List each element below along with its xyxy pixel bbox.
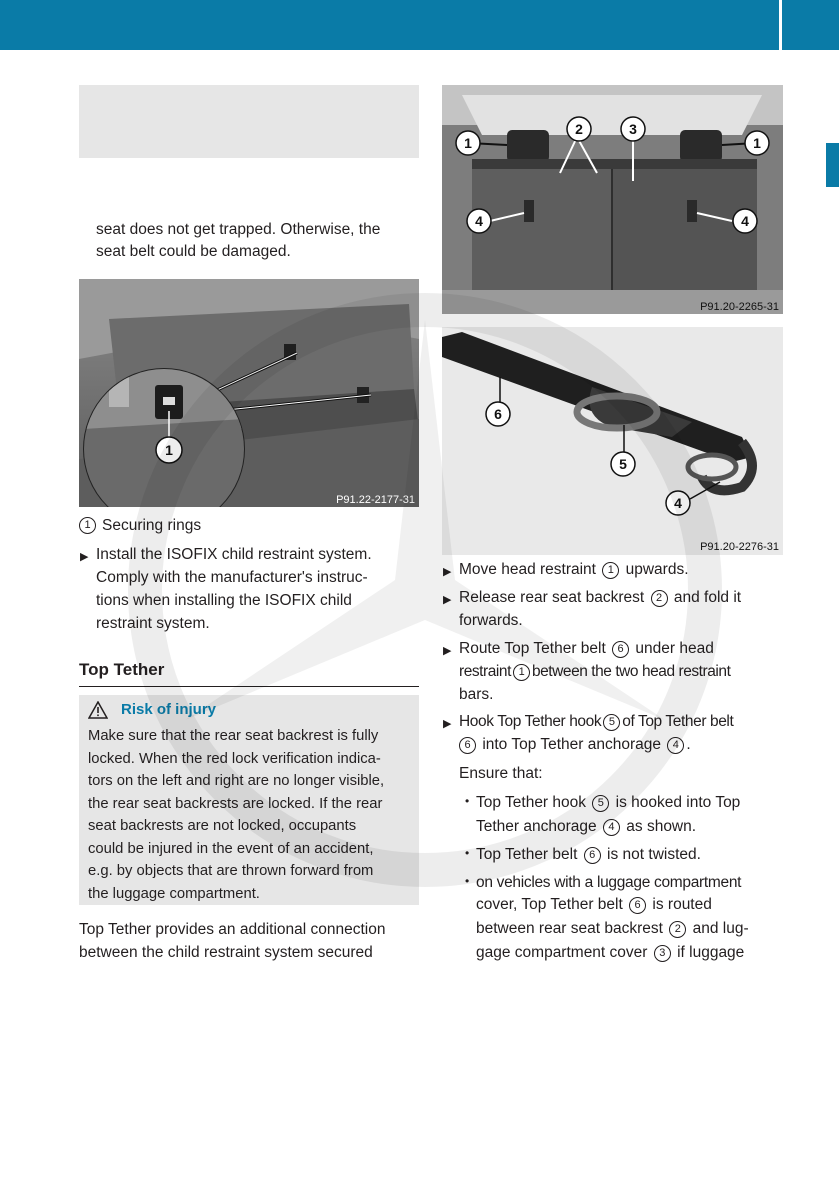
step-text: Route Top Tether belt	[459, 640, 606, 657]
warning-title: Risk of injury	[121, 701, 217, 718]
step-arrow-icon: ▶	[80, 551, 89, 563]
step-text: Release rear seat backrest	[459, 589, 645, 606]
step-isofix-line-3: tions when installing the ISOFIX child	[96, 592, 352, 609]
check-belt-twisted	[476, 843, 701, 867]
check-text: gage compartment cover	[476, 944, 648, 961]
check-text: between rear seat backrest	[476, 920, 663, 937]
step-text: Move head restraint	[459, 561, 596, 578]
check-luggage-cover-line-2	[476, 893, 712, 917]
callout-1: 1	[165, 442, 173, 458]
bullet-dot-icon: •	[465, 874, 470, 888]
continued-text-line-1: seat does not get trapped. Otherwise, the	[96, 221, 381, 238]
check-text: is routed	[652, 896, 712, 913]
section-heading: Top Tether	[79, 660, 419, 687]
step-text: upwards.	[625, 561, 689, 578]
caption-number: 1	[79, 517, 96, 534]
check-text: Top Tether belt	[476, 846, 578, 863]
luggage-compartment-figure	[442, 85, 783, 314]
ref-number: 1	[513, 664, 530, 681]
warning-line: Make sure that the rear seat backrest is fully	[88, 728, 379, 744]
caption-text: Securing rings	[102, 517, 202, 534]
check-hook-line-2	[476, 815, 696, 839]
header-bar	[0, 0, 839, 50]
ref-number: 4	[667, 737, 684, 754]
step-isofix-line-1: Install the ISOFIX child restraint system.	[96, 546, 372, 563]
section-tab-marker	[826, 143, 839, 187]
check-text: Top Tether hook	[476, 794, 587, 811]
figure-label: P91.20-2276-31	[700, 541, 779, 553]
check-text: cover, Top Tether belt	[476, 896, 623, 913]
ensure-that-label: Ensure that:	[459, 765, 543, 782]
warning-line: locked. When the red lock verification indica-	[88, 750, 381, 767]
callout-3: 3	[629, 121, 637, 137]
step-isofix-line-2: Comply with the manufacturer's instruc-	[96, 569, 368, 586]
ref-number: 1	[602, 562, 619, 579]
top-tether-belt-figure	[442, 327, 783, 555]
step-route-belt-line-3: bars.	[459, 686, 494, 703]
warning-line: the rear seat backrests are locked. If the rear	[88, 795, 383, 812]
ref-number: 5	[603, 714, 620, 731]
warning-line: seat backrests are not locked, occupants	[88, 818, 357, 834]
check-text: is hooked into Top	[615, 794, 741, 811]
figure-label: P91.22-2177-31	[336, 494, 415, 506]
warning-line: tors on the left and right are no longer visible,	[88, 773, 385, 789]
warning-box	[79, 695, 419, 905]
bullet-dot-icon: •	[465, 846, 470, 860]
body-text-line-2: between the child restraint system secured	[79, 944, 373, 961]
step-route-belt-line-2	[459, 660, 730, 684]
ref-number: 6	[612, 641, 629, 658]
warning-line: could be injured in the event of an accident,	[88, 840, 374, 857]
step-move-head-restraint	[459, 558, 689, 582]
warning-line: the luggage compartment.	[88, 885, 260, 902]
step-arrow-icon: ▶	[443, 718, 452, 730]
step-text: .	[686, 736, 691, 753]
step-arrow-icon: ▶	[443, 645, 452, 657]
step-hook-belt	[459, 710, 733, 734]
isofix-figure	[79, 279, 419, 507]
step-text: restraint	[459, 663, 511, 680]
ref-number: 6	[584, 847, 601, 864]
step-text: and fold it	[673, 589, 742, 606]
check-text: and lug-	[692, 920, 749, 937]
check-text: is not twisted.	[607, 846, 701, 863]
callout-4: 4	[674, 495, 682, 511]
ref-number: 6	[459, 737, 476, 754]
step-route-belt	[459, 637, 714, 661]
step-text: into Top Tether anchorage	[482, 736, 661, 753]
step-text: Hook Top Tether hook	[459, 713, 602, 730]
warning-line: e.g. by objects that are thrown forward from	[88, 863, 374, 879]
ref-number: 5	[592, 795, 609, 812]
step-release-backrest	[459, 586, 741, 610]
body-text-line-1: Top Tether provides an additional connection	[79, 921, 386, 938]
check-luggage-cover-line-4	[476, 941, 744, 965]
step-text: of Top Tether belt	[622, 713, 734, 730]
continued-text-line-2: seat belt could be damaged.	[96, 243, 291, 260]
step-text: under head	[635, 640, 714, 657]
check-text: as shown.	[626, 818, 697, 835]
callout-1-left: 1	[464, 135, 472, 151]
callout-6: 6	[494, 406, 502, 422]
check-luggage-cover: on vehicles with a luggage compartment	[476, 874, 742, 891]
check-text: if luggage	[677, 944, 745, 961]
caption-securing-rings	[79, 514, 201, 538]
note-box-top	[79, 85, 419, 158]
ref-number: 2	[651, 590, 668, 607]
step-text: between the two head restraint	[531, 663, 731, 680]
step-arrow-icon: ▶	[443, 594, 452, 606]
check-text: Tether anchorage	[476, 818, 597, 835]
callout-4-right: 4	[741, 213, 749, 229]
warning-body	[88, 725, 414, 905]
bullet-dot-icon: •	[465, 794, 470, 808]
ref-number: 6	[629, 897, 646, 914]
step-isofix-line-4: restraint system.	[96, 615, 210, 632]
figure-label: P91.20-2265-31	[700, 301, 779, 313]
step-release-backrest-line-2: forwards.	[459, 612, 523, 629]
ref-number: 4	[603, 819, 620, 836]
callout-5: 5	[619, 456, 627, 472]
ref-number: 3	[654, 945, 671, 962]
header-separator	[779, 0, 782, 50]
check-luggage-cover-line-3	[476, 917, 749, 941]
ref-number: 2	[669, 921, 686, 938]
warning-triangle-icon	[88, 701, 108, 719]
check-hook	[476, 791, 740, 815]
step-hook-belt-line-2	[459, 733, 691, 757]
callout-2: 2	[575, 121, 583, 137]
step-arrow-icon: ▶	[443, 566, 452, 578]
callout-4-left: 4	[475, 213, 483, 229]
callout-1-right: 1	[753, 135, 761, 151]
